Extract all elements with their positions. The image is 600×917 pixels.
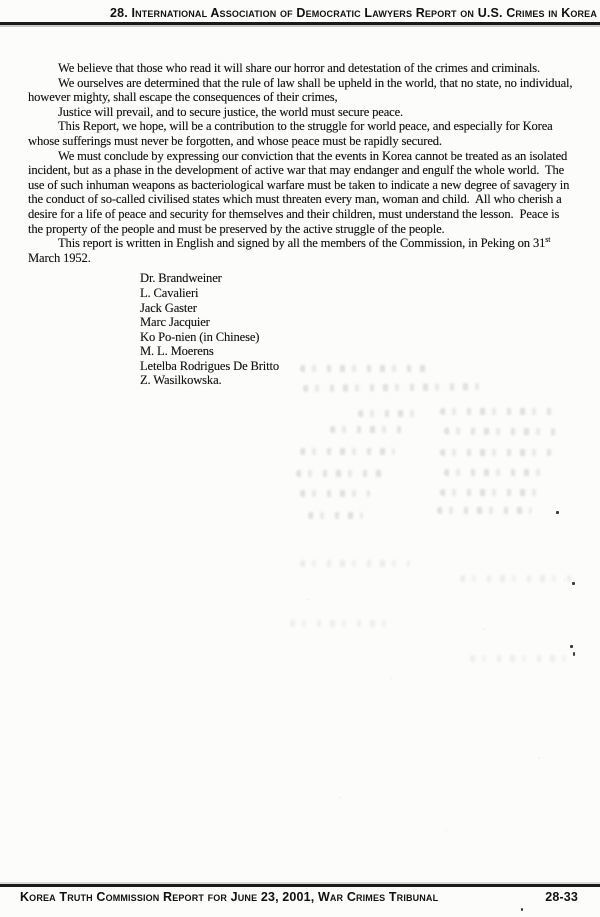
signing-text-continued: March 1952.	[28, 236, 554, 265]
scan-speck	[570, 645, 573, 648]
signatory-name: Marc Jacquier	[140, 315, 210, 330]
signatory-name: Letelba Rodrigues De Britto	[140, 358, 279, 373]
scan-artifact	[460, 575, 580, 582]
scan-speck	[556, 511, 559, 514]
scan-artifact	[290, 620, 390, 627]
signatory-name: Jack Gaster	[140, 300, 197, 315]
page-header	[0, 0, 600, 25]
signing-statement	[28, 236, 575, 265]
paragraph: Justice will prevail, and to secure justice, the world must secure peace.	[58, 104, 404, 119]
paragraph: This Report, we hope, will be a contribution to the struggle for world peace, and especially for Korea whose sufferings must never be forgotten, and whose peace must be rapidly secured.	[28, 119, 556, 148]
scan-artifact	[358, 410, 418, 417]
scan-artifact	[300, 490, 370, 497]
signing-text: This report is written in English and signed by all the members of the Commission, in Peking on 31	[58, 236, 546, 251]
page-number: 28-33	[545, 890, 578, 904]
scan-artifact	[440, 489, 540, 496]
ordinal-suffix: st	[545, 235, 551, 245]
signatory-name: Ko Po-nien (in Chinese)	[140, 329, 260, 344]
signatory-name: L. Cavalieri	[140, 285, 199, 300]
scan-speck	[521, 908, 523, 911]
scan-artifact	[440, 449, 552, 456]
paragraph: We must conclude by expressing our conviction that the events in Korea cannot be treated as an isolated incident, but as a phase in the development of active war that may endanger and engulf the whole world. The use of such inhuman weapons as bacteriological warfare must be taken to indicate a new degree of savagery in the conduct of so-called civilised states which must threaten every man, woman and child. All who cherish a desire for a life of peace and security for themselves and their children, must understand the lesson. Peace is the property of the people and must be preserved by the active struggle of the people.	[28, 148, 573, 236]
scan-artifact	[300, 448, 395, 455]
paragraph: We believe that those who read it will share our horror and detestation of the crimes and criminals.	[58, 61, 540, 75]
scan-speck	[572, 582, 575, 585]
scan-artifact	[308, 512, 363, 519]
document-body	[28, 61, 575, 388]
scan-speck	[573, 652, 575, 656]
page-footer	[0, 884, 600, 904]
signatory-name: M. L. Moerens	[140, 344, 214, 359]
signatory-name: Z. Wasilkowska.	[140, 373, 222, 388]
signatory-list	[140, 271, 575, 388]
scan-noise	[270, 540, 590, 870]
scan-artifact	[437, 507, 532, 514]
scan-artifact	[330, 426, 405, 433]
header-title: 28. International Association of Democratic Lawyers Report on U.S. Crimes in Korea	[110, 6, 597, 20]
scan-artifact	[470, 655, 570, 662]
scan-artifact	[440, 408, 560, 415]
scan-artifact	[296, 470, 386, 477]
signatory-name: Dr. Brandweiner	[140, 271, 222, 286]
paragraph: We ourselves are determined that the rule of law shall be upheld in the world, that no state, no individual, however mighty, shall escape the consequences of their crimes,	[28, 75, 576, 105]
scan-artifact	[444, 469, 548, 476]
footer-title: Korea Truth Commission Report for June 23, 2001, War Crimes Tribunal	[20, 890, 439, 904]
scan-artifact	[444, 427, 562, 435]
scan-artifact	[300, 560, 410, 567]
